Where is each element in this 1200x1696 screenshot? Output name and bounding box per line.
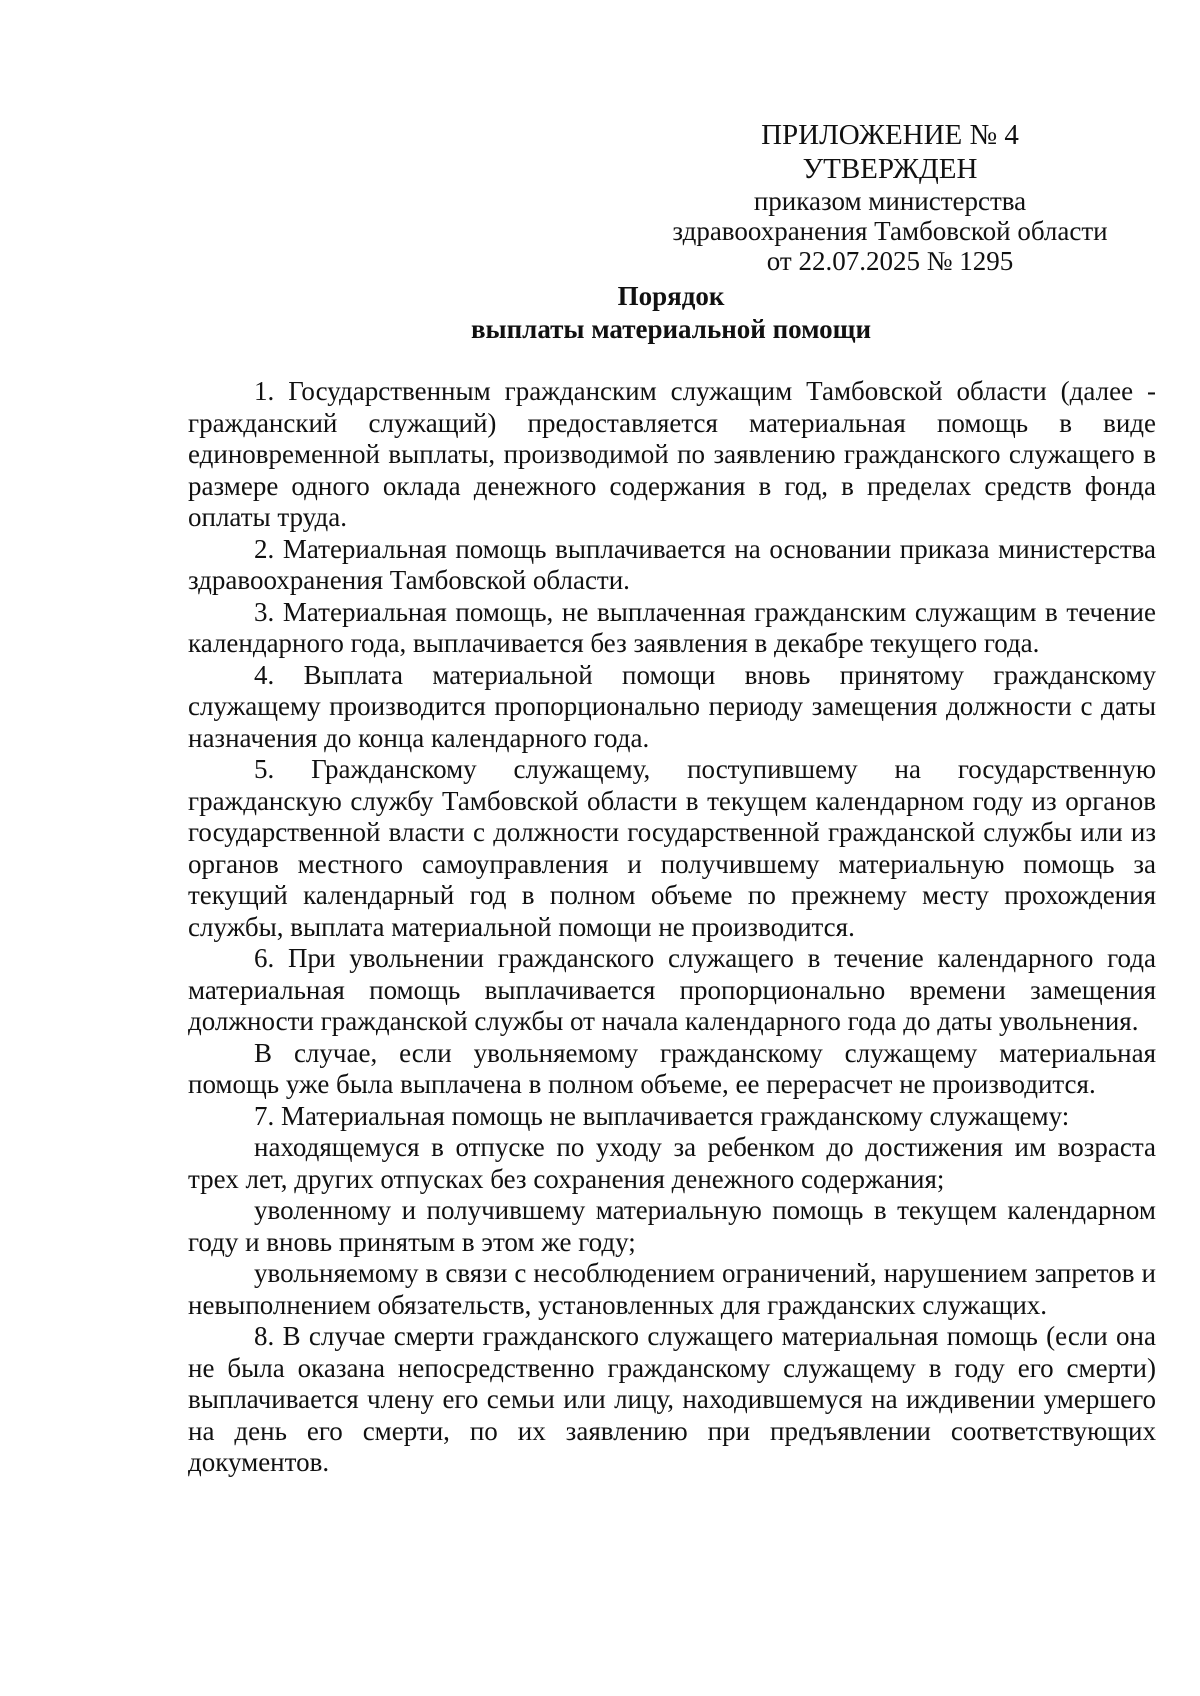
approval-line-order: приказом министерства xyxy=(753,186,1027,216)
paragraph-5: 5. Гражданскому служащему, поступившему на государственную гражданскую службу Тамбовской области в текущем календарном году из органов государственной власти с должности государственной гражданской службы или из органов местного самоуправления и получившему материальную помощь за текущий календарный год в полном объеме по прежнему месту прохождения службы, выплата материальной помощи не производится. xyxy=(188,754,1156,942)
title-line-1: Порядок xyxy=(617,281,725,311)
paragraph-7-item-3: увольняемому в связи с несоблюдением ограничений, нарушением запретов и невыполнением обязательств, установленных для гражданских служащих. xyxy=(188,1258,1156,1320)
paragraph-8: 8. В случае смерти гражданского служащего материальная помощь (если она не была оказана непосредственно гражданскому служащему в году его смерти) выплачивается члену его семьи или лицу, находившемуся на иждивении умершего на день его смерти, по их заявлению при предъявлении соответствующих документов. xyxy=(188,1321,1156,1477)
document-body xyxy=(188,376,1156,1479)
paragraph-4: 4. Выплата материальной помощи вновь принятому гражданскому служащему производится пропорционально периоду замещения должности с даты назначения до конца календарного года. xyxy=(188,659,1156,753)
approval-stamp-block xyxy=(640,118,1140,276)
paragraph-7-item-2: уволенному и получившему материальную помощь в текущем календарном году и вновь принятым в этом же году; xyxy=(188,1195,1156,1257)
paragraph-7: 7. Материальная помощь не выплачивается гражданскому служащему: xyxy=(254,1100,1070,1131)
paragraph-6-note: В случае, если увольняемому гражданскому служащему материальная помощь уже была выплачена в полном объеме, ее перерасчет не производится. xyxy=(188,1037,1156,1099)
paragraph-6: 6. При увольнении гражданского служащего в течение календарного года материальная помощь выплачивается пропорционально времени замещения должности гражданской службы от начала календарного года до даты увольнения. xyxy=(188,943,1156,1036)
approved-heading: УТВЕРЖДЕН xyxy=(802,153,978,185)
title-line-2: выплаты материальной помощи xyxy=(470,314,872,344)
approval-line-date: от 22.07.2025 № 1295 xyxy=(766,246,1014,276)
paragraph-7-item-1: находящемуся в отпуске по уходу за ребенком до достижения им возраста трех лет, других отпусках без сохранения денежного содержания; xyxy=(188,1132,1156,1194)
appendix-number: ПРИЛОЖЕНИЕ № 4 xyxy=(761,119,1019,151)
paragraph-1: 1. Государственным гражданским служащим Тамбовской области (далее - гражданский служащий) предоставляется материальная помощь в виде единовременной выплаты, производимой по заявлению гражданского служащего в размере одного оклада денежного содержания в год, в пределах средств фонда оплаты труда. xyxy=(188,376,1156,532)
approval-line-ministry: здравоохранения Тамбовской области xyxy=(672,216,1108,246)
document-title xyxy=(186,280,1156,346)
paragraph-2: 2. Материальная помощь выплачивается на основании приказа министерства здравоохранения Тамбовской области. xyxy=(188,533,1156,595)
paragraph-3: 3. Материальная помощь, не выплаченная гражданским служащим в течение календарного года, выплачивается без заявления в декабре текущего года. xyxy=(188,596,1156,658)
